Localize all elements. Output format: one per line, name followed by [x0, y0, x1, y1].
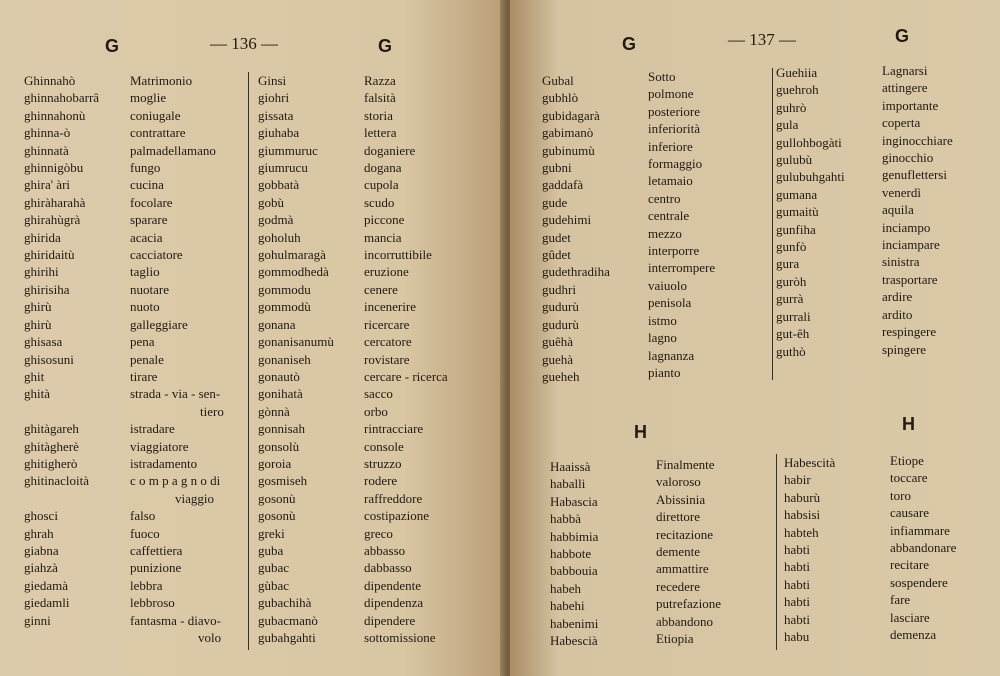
dictionary-term: giumrucu — [258, 160, 308, 176]
dictionary-term: habteh — [784, 524, 819, 540]
dictionary-meaning: centrale — [648, 208, 690, 224]
dictionary-meaning: interporre — [648, 243, 700, 259]
dictionary-meaning: falsità — [364, 90, 396, 106]
dictionary-term: gudurù — [542, 316, 579, 332]
section-letter: H — [634, 422, 647, 442]
dictionary-meaning: istmo — [648, 312, 677, 328]
dictionary-meaning: pianto — [648, 364, 681, 380]
dictionary-meaning: abbandono — [656, 613, 714, 629]
dictionary-term: babbouia — [550, 563, 598, 579]
dictionary-meaning: coniugale — [130, 107, 181, 123]
meaning-column — [130, 72, 224, 646]
dictionary-term: gura — [776, 256, 800, 272]
dictionary-meaning: ardire — [882, 289, 913, 305]
dictionary-meaning: punizione — [130, 560, 182, 576]
dictionary-term: gissata — [258, 107, 294, 123]
dictionary-term: guêhà — [542, 334, 574, 350]
column-rule — [776, 454, 777, 650]
dictionary-meaning: recitare — [890, 557, 929, 573]
dictionary-meaning: cupola — [364, 177, 399, 193]
dictionary-meaning: tirare — [130, 368, 158, 384]
dictionary-term: gurrali — [776, 308, 811, 324]
dictionary-meaning: abbasso — [364, 542, 406, 558]
dictionary-meaning: piccone — [364, 212, 405, 228]
dictionary-term: habbimia — [550, 528, 599, 544]
dictionary-meaning: cenere — [364, 281, 398, 297]
dictionary-term: gudurù — [542, 299, 579, 315]
dictionary-meaning: demenza — [890, 627, 937, 643]
dictionary-term: ghosci — [24, 508, 58, 524]
dictionary-term: Ghinnahò — [24, 73, 76, 88]
dictionary-term: gubidagarà — [542, 107, 600, 123]
dictionary-term: ghinna-ò — [24, 125, 71, 141]
dictionary-term: gobbatà — [258, 177, 300, 193]
dictionary-meaning: direttore — [656, 509, 701, 525]
dictionary-meaning: trasportare — [882, 271, 938, 287]
meaning-column — [882, 62, 953, 358]
meaning-column — [648, 68, 715, 381]
dictionary-term: gaddafà — [542, 177, 584, 193]
dictionary-term: habti — [784, 542, 810, 558]
dictionary-meaning: Matrimonio — [130, 73, 193, 88]
dictionary-meaning: Lagnarsi — [882, 63, 928, 78]
page-number: — 136 — — [210, 34, 278, 53]
dictionary-meaning: istradamento — [130, 455, 198, 471]
dictionary-term: ghirihi — [24, 264, 59, 280]
dictionary-meaning: Etiopia — [656, 631, 694, 647]
dictionary-meaning: fare — [890, 592, 911, 608]
dictionary-term: haburù — [784, 489, 821, 505]
dictionary-meaning: ricercare — [364, 316, 410, 332]
dictionary-term: gommodu — [258, 281, 311, 297]
dictionary-term: Ginsi — [258, 73, 287, 88]
section-letter: G — [622, 34, 637, 54]
dictionary-meaning: coperta — [882, 115, 921, 131]
dictionary-meaning: dipendere — [364, 612, 416, 628]
dictionary-term: guehroh — [776, 82, 819, 98]
dictionary-meaning: viaggio — [175, 490, 214, 506]
word-column — [550, 458, 598, 649]
dictionary-term: habti — [784, 594, 810, 610]
dictionary-meaning: cucina — [130, 177, 164, 193]
dictionary-meaning: tiero — [200, 403, 224, 419]
dictionary-meaning: cercare - ricerca — [364, 368, 448, 384]
dictionary-meaning: letamaio — [648, 173, 693, 189]
dictionary-term — [24, 490, 99, 507]
dictionary-meaning: mezzo — [648, 225, 682, 241]
dictionary-term: gùbac — [258, 577, 290, 593]
dictionary-meaning: lebbra — [130, 577, 163, 593]
dictionary-term: gonnisah — [258, 421, 305, 437]
dictionary-term: ghinnatà — [24, 142, 69, 158]
dictionary-meaning: galleggiare — [130, 316, 188, 332]
dictionary-term: gònnà — [258, 403, 290, 419]
dictionary-term: guhrò — [776, 99, 807, 115]
dictionary-meaning: istradare — [130, 421, 175, 437]
dictionary-term: guròh — [776, 273, 807, 289]
dictionary-meaning: costipazione — [364, 508, 429, 524]
dictionary-term: ghinnahonù — [24, 107, 86, 123]
dictionary-meaning: ammattire — [656, 561, 709, 577]
dictionary-term: Haaissà — [550, 459, 591, 474]
dictionary-meaning: rodere — [364, 473, 398, 489]
dictionary-meaning: sottomissione — [364, 630, 436, 645]
dictionary-term: goroia — [258, 455, 292, 471]
dictionary-meaning: cacciatore — [130, 247, 183, 263]
dictionary-term: gonanisanumù — [258, 334, 334, 350]
dictionary-meaning: caffettiera — [130, 542, 183, 558]
dictionary-term: habti — [784, 611, 810, 627]
dictionary-meaning: viaggiatore — [130, 438, 189, 454]
column-rule — [248, 72, 249, 650]
dictionary-term: ghisosuni — [24, 351, 74, 367]
dictionary-term: giuhaba — [258, 125, 300, 141]
dictionary-meaning: cercatore — [364, 334, 412, 350]
dictionary-term: ginni — [24, 612, 51, 628]
dictionary-term: gonautò — [258, 368, 300, 384]
dictionary-meaning: spingere — [882, 341, 927, 357]
dictionary-term: godmà — [258, 212, 294, 228]
dictionary-term: gudet — [542, 229, 571, 245]
dictionary-term: gude — [542, 194, 568, 210]
dictionary-meaning: nuoto — [130, 299, 160, 315]
word-column — [258, 72, 334, 646]
dictionary-term: gohulmaragà — [258, 247, 326, 263]
dictionary-meaning: attingere — [882, 80, 928, 96]
dictionary-term: habeh — [550, 580, 582, 596]
dictionary-meaning: demente — [656, 544, 701, 560]
dictionary-term: habsisi — [784, 507, 821, 523]
dictionary-meaning: inferiorità — [648, 121, 700, 137]
dictionary-term: gunfò — [776, 239, 807, 255]
dictionary-meaning: strada - via - sen- — [130, 386, 221, 402]
dictionary-term: gosonù — [258, 490, 296, 506]
dictionary-term: ghit — [24, 368, 45, 384]
dictionary-meaning: ginocchio — [882, 150, 934, 166]
dictionary-meaning: Razza — [364, 73, 396, 88]
dictionary-term: giabna — [24, 542, 59, 558]
dictionary-term: gurrà — [776, 291, 804, 307]
dictionary-term: gumana — [776, 186, 818, 202]
page-number: — 137 — — [728, 30, 796, 49]
dictionary-meaning: inginocchiare — [882, 132, 953, 148]
dictionary-meaning: abbandonare — [890, 540, 957, 556]
dictionary-meaning: dipendenza — [364, 595, 424, 611]
dictionary-term: ghirida — [24, 229, 61, 245]
dictionary-meaning: penale — [130, 351, 164, 367]
dictionary-term: gobù — [258, 194, 284, 210]
dictionary-meaning: respingere — [882, 324, 937, 340]
dictionary-term: gonsolù — [258, 438, 300, 454]
dictionary-meaning: polmone — [648, 86, 694, 102]
dictionary-term: greki — [258, 525, 285, 541]
dictionary-meaning: aquila — [882, 202, 914, 218]
dictionary-term: ghitinacloità — [24, 473, 89, 489]
dictionary-term: gubni — [542, 160, 572, 176]
dictionary-term: gubahgahti — [258, 630, 316, 645]
dictionary-term: gosmiseh — [258, 473, 308, 489]
dictionary-term: gommodhedà — [258, 264, 329, 280]
dictionary-term: gubac — [258, 560, 290, 576]
dictionary-term: giedamà — [24, 577, 69, 593]
dictionary-term: habu — [784, 629, 810, 645]
dictionary-meaning: formaggio — [648, 156, 703, 172]
dictionary-term: gullohbogàti — [776, 134, 842, 150]
dictionary-term: gonihatà — [258, 386, 303, 402]
dictionary-term: ghitàgareh — [24, 421, 79, 437]
dictionary-meaning: incorruttibile — [364, 247, 432, 263]
dictionary-meaning: falso — [130, 508, 156, 524]
dictionary-meaning: lagno — [648, 330, 677, 346]
dictionary-meaning: lagnanza — [648, 347, 695, 363]
dictionary-term: gubachihà — [258, 595, 312, 611]
dictionary-meaning: recitazione — [656, 526, 714, 542]
dictionary-term: gulubù — [776, 152, 813, 168]
dictionary-meaning: acacia — [130, 229, 163, 245]
dictionary-meaning: inciampare — [882, 237, 940, 253]
dictionary-term: ghitigherò — [24, 455, 78, 471]
column-rule — [772, 68, 773, 380]
dictionary-term: gubhlò — [542, 90, 579, 106]
dictionary-term: gûdet — [542, 247, 571, 263]
dictionary-meaning: rovistare — [364, 351, 410, 367]
dictionary-meaning: recedere — [656, 578, 701, 594]
dictionary-term: gonaniseh — [258, 351, 311, 367]
dictionary-term — [24, 403, 99, 420]
dictionary-meaning: inciampo — [882, 219, 931, 235]
dictionary-term: gubacmanò — [258, 612, 318, 628]
dictionary-meaning: console — [364, 438, 404, 454]
dictionary-term: ghira' àri — [24, 177, 71, 193]
dictionary-meaning: interrompere — [648, 260, 716, 276]
dictionary-meaning: fungo — [130, 160, 161, 176]
word-column — [776, 64, 845, 360]
dictionary-term: ghrah — [24, 525, 54, 541]
word-column — [784, 454, 835, 645]
dictionary-meaning: dogana — [364, 160, 402, 176]
dictionary-term: Habascia — [550, 493, 598, 509]
section-letter: G — [895, 26, 910, 46]
dictionary-meaning: venerdì — [882, 184, 921, 200]
dictionary-term: ghirù — [24, 316, 52, 332]
dictionary-term: guehà — [542, 351, 574, 367]
dictionary-meaning: valoroso — [656, 474, 701, 490]
dictionary-meaning: dipendente — [364, 577, 422, 593]
dictionary-meaning: sinistra — [882, 254, 920, 270]
dictionary-meaning: lettera — [364, 125, 397, 141]
dictionary-meaning: doganiere — [364, 142, 416, 158]
dictionary-term: Guehiia — [776, 65, 818, 80]
dictionary-term: Habescià — [550, 633, 598, 649]
dictionary-term: giummuruc — [258, 142, 318, 158]
dictionary-meaning: raffreddore — [364, 490, 423, 506]
dictionary-term: gulubuhgahti — [776, 169, 845, 185]
dictionary-term: ghinnigòbu — [24, 160, 84, 176]
dictionary-term: gosonù — [258, 508, 296, 524]
dictionary-meaning: sparare — [130, 212, 168, 228]
dictionary-meaning: eruzione — [364, 264, 409, 280]
dictionary-meaning: genuflettersi — [882, 167, 947, 183]
dictionary-term: ghirahùgrà — [24, 212, 81, 228]
dictionary-meaning: volo — [198, 630, 222, 645]
dictionary-term: giohri — [258, 90, 290, 106]
dictionary-meaning: fuoco — [130, 525, 160, 541]
dictionary-term: habti — [784, 559, 810, 575]
dictionary-meaning: fantasma - diavo- — [130, 612, 221, 628]
dictionary-term: gudhri — [542, 281, 576, 297]
dictionary-term: gula — [776, 117, 799, 133]
dictionary-meaning: pena — [130, 334, 155, 350]
dictionary-term: ghisasa — [24, 334, 63, 350]
dictionary-term: ghirisiha — [24, 281, 70, 297]
dictionary-meaning: struzzo — [364, 455, 402, 471]
dictionary-meaning: posteriore — [648, 103, 700, 119]
dictionary-meaning: lebbroso — [130, 595, 175, 611]
dictionary-term: ghirù — [24, 299, 52, 315]
dictionary-meaning: importante — [882, 97, 939, 113]
dictionary-meaning: Sotto — [648, 69, 676, 84]
dictionary-meaning: putrefazione — [656, 596, 721, 612]
dictionary-term: ghitàgherè — [24, 438, 79, 454]
dictionary-term: guthò — [776, 343, 806, 359]
dictionary-meaning: toro — [890, 487, 911, 503]
dictionary-term: giahzà — [24, 560, 58, 576]
dictionary-meaning: nuotare — [130, 281, 169, 297]
dictionary-meaning: infiammare — [890, 522, 950, 538]
dictionary-meaning: penisola — [648, 295, 692, 311]
dictionary-meaning: palmadellamano — [130, 142, 216, 158]
word-column — [24, 72, 99, 629]
section-letter: G — [378, 36, 393, 56]
dictionary-term: gubinumù — [542, 142, 595, 158]
dictionary-meaning: c o m p a g n o di — [130, 473, 221, 489]
meaning-column — [890, 452, 956, 643]
dictionary-meaning: sospendere — [890, 574, 948, 590]
dictionary-term: goholuh — [258, 229, 301, 245]
dictionary-term: ghiridaitù — [24, 247, 75, 263]
dictionary-term: Gubal — [542, 73, 574, 88]
meaning-column — [656, 456, 721, 647]
dictionary-meaning: sacco — [364, 386, 393, 402]
dictionary-term: habti — [784, 576, 810, 592]
dictionary-term: habbote — [550, 546, 592, 562]
dictionary-term: guba — [258, 542, 284, 558]
dictionary-term: Habescità — [784, 455, 836, 470]
dictionary-term: haballi — [550, 476, 586, 492]
dictionary-term: gabimanò — [542, 125, 594, 141]
dictionary-meaning: focolare — [130, 194, 173, 210]
dictionary-term: gunfiha — [776, 221, 816, 237]
dictionary-term: gueheh — [542, 368, 580, 384]
meaning-column — [364, 72, 448, 646]
dictionary-meaning: rintracciare — [364, 421, 424, 437]
dictionary-term: habir — [784, 472, 811, 488]
dictionary-meaning: centro — [648, 190, 681, 206]
dictionary-meaning: scudo — [364, 194, 395, 210]
dictionary-meaning: greco — [364, 525, 393, 541]
right-page — [510, 0, 1000, 676]
dictionary-term: giedamli — [24, 595, 70, 611]
dictionary-meaning: dabbasso — [364, 560, 412, 576]
dictionary-meaning: lasciare — [890, 609, 930, 625]
dictionary-term: habbà — [550, 511, 582, 527]
dictionary-meaning: mancia — [364, 229, 402, 245]
dictionary-term: habenimi — [550, 615, 599, 631]
dictionary-term: gudethradiha — [542, 264, 610, 280]
dictionary-meaning: causare — [890, 505, 929, 521]
dictionary-meaning: toccare — [890, 470, 928, 486]
dictionary-meaning: Abissinia — [656, 491, 706, 507]
dictionary-meaning: orbo — [364, 403, 388, 419]
dictionary-term: gudehimi — [542, 212, 592, 228]
dictionary-meaning: inferiore — [648, 138, 693, 154]
dictionary-meaning: vaiuolo — [648, 277, 687, 293]
dictionary-meaning: incenerire — [364, 299, 416, 315]
dictionary-meaning: taglio — [130, 264, 160, 280]
dictionary-meaning: moglie — [130, 90, 167, 106]
dictionary-term: ghinnahobarrâ — [24, 90, 100, 106]
dictionary-meaning: Finalmente — [656, 457, 715, 472]
dictionary-meaning: ardito — [882, 306, 913, 322]
word-column — [542, 72, 610, 385]
dictionary-term: gommodù — [258, 299, 311, 315]
section-letter: G — [105, 36, 120, 56]
dictionary-term: habehi — [550, 598, 585, 614]
section-letter: H — [902, 414, 915, 434]
dictionary-term: gonana — [258, 316, 296, 332]
dictionary-meaning: Etiope — [890, 453, 924, 468]
dictionary-term: gumaitù — [776, 204, 819, 220]
dictionary-meaning: contrattare — [130, 125, 186, 141]
dictionary-meaning: storia — [364, 107, 393, 123]
dictionary-term: ghità — [24, 386, 50, 402]
dictionary-term: ghiràharahà — [24, 194, 86, 210]
dictionary-term: gut-êh — [776, 326, 810, 342]
